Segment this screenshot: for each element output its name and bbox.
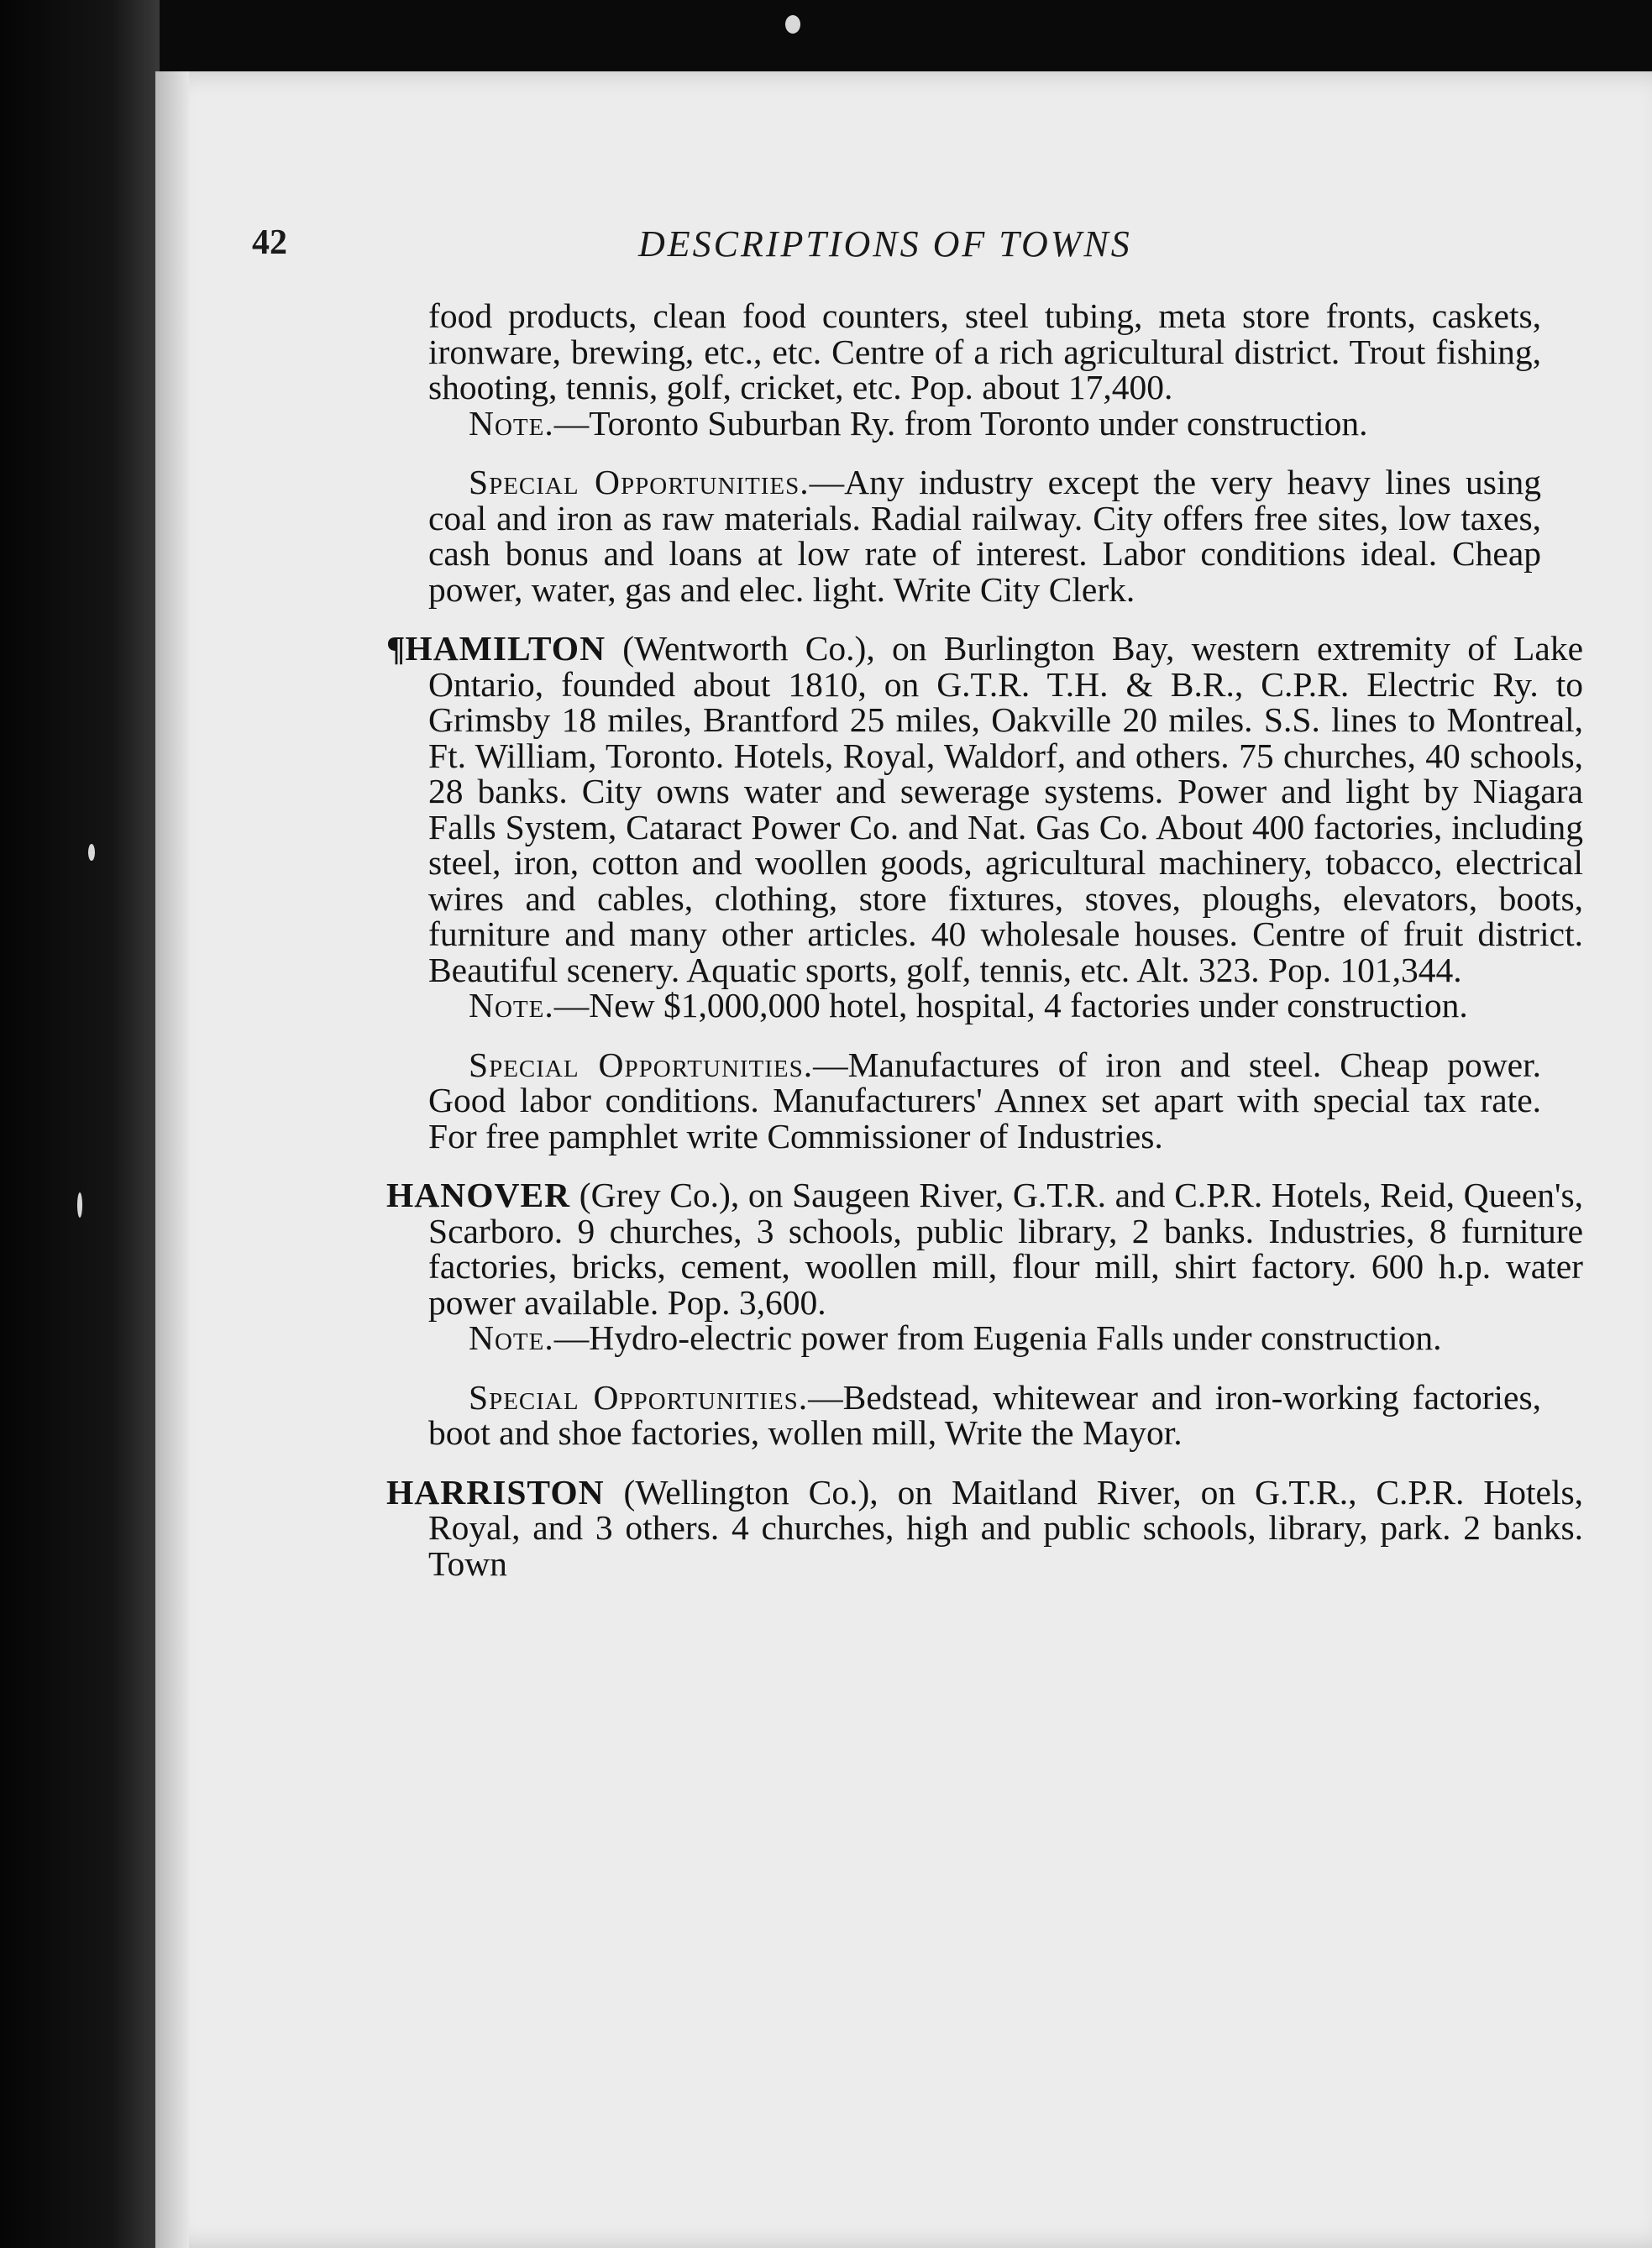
note-text: —Toronto Suburban Ry. from Toronto under construction. bbox=[553, 403, 1368, 443]
paragraph-mark-icon: ¶ bbox=[386, 629, 406, 668]
scan-speck bbox=[785, 15, 800, 34]
special-label: Special Opportunities. bbox=[469, 1377, 809, 1417]
scan-speck bbox=[77, 1192, 82, 1218]
hanover-entry bbox=[386, 1177, 1583, 1320]
body-text bbox=[386, 296, 1583, 1583]
scan-speck bbox=[88, 844, 95, 861]
special-text: —Any industry except the very heavy lines using coal and iron as raw materials. Radial railway. City offers free sites, low taxes, cash bonus and loans at low rate of interest. Labor conditions ideal. Cheap power, water, gas and elec. light. Write City Clerk. bbox=[428, 463, 1541, 609]
page-header bbox=[252, 223, 1537, 281]
note-label: Note. bbox=[469, 403, 554, 443]
entry-text: (Wellington Co.), on Maitland River, on G.T.R., C.P.R. Hotels, Royal, and 3 others. 4 churches, high and public schools, library, park. 2 banks. Town bbox=[428, 1472, 1583, 1583]
hamilton-special-opportunities bbox=[428, 1047, 1541, 1155]
hamilton-note bbox=[428, 988, 1541, 1024]
hanover-note bbox=[428, 1320, 1541, 1356]
note-text: —New $1,000,000 hotel, hospital, 4 factories under construction. bbox=[553, 986, 1468, 1024]
note-label: Note. bbox=[469, 1318, 554, 1357]
scan-border bbox=[0, 0, 160, 2248]
guelph-special-opportunities bbox=[428, 464, 1541, 607]
harriston-entry bbox=[386, 1472, 1583, 1583]
town-name: HARRISTON bbox=[386, 1472, 605, 1512]
guelph-note bbox=[428, 403, 1541, 443]
special-text: —Bedstead, whitewear and iron-working factories, boot and shoe factories, wollen mill, Write the Mayor. bbox=[428, 1377, 1542, 1452]
town-name: HANOVER bbox=[386, 1176, 571, 1214]
special-label: Special Opportunities. bbox=[469, 463, 810, 501]
guelph-continuation bbox=[428, 298, 1541, 406]
hanover-special-opportunities bbox=[428, 1377, 1542, 1452]
page-number: 42 bbox=[252, 223, 287, 262]
paragraph-text: food products, clean food counters, steel tubing, meta store fronts, caskets, ironware, brewing, etc., etc. Centre of a rich agricultural district. Trout fishing, shooting, tennis, golf, cricket, etc. Pop. about 17,400. bbox=[428, 296, 1541, 406]
running-title: DESCRIPTIONS OF TOWNS bbox=[638, 223, 1132, 265]
town-name: HAMILTON bbox=[405, 629, 606, 668]
note-label: Note. bbox=[469, 986, 554, 1024]
special-text: —Manufactures of iron and steel. Cheap power. Good labor conditions. Manufacturers' Annex set apart with special tax rate. For free pamphlet write Commissioner of Industries. bbox=[428, 1045, 1541, 1155]
special-label: Special Opportunities. bbox=[469, 1045, 814, 1084]
page-edge bbox=[155, 71, 189, 2248]
entry-text: (Grey Co.), on Saugeen River, G.T.R. and C.P.R. Hotels, Reid, Queen's, Scarboro. 9 churches, 3 schools, public library, 2 banks. Industries, 8 furniture factories, bricks, cement, woollen mill, flour mill, shirt factory. 600 h.p. water power available. Pop. 3,600. bbox=[428, 1176, 1583, 1322]
hamilton-entry bbox=[386, 631, 1583, 988]
entry-text: (Wentworth Co.), on Burlington Bay, western extremity of Lake Ontario, founded about 1810, on G.T.R. T.H. & B.R., C.P.R. Electric Ry. to Grimsby 18 miles, Brantford 25 miles, Oakville 20 miles. S.S. lines to Montreal, Ft. William, Toronto. Hotels, Royal, Waldorf, and others. 75 churches, 40 schools, 28 banks. City owns water and sewerage systems. Power and light by Niagara Falls System, Cataract Power Co. and Nat. Gas Co. About 400 factories, including steel, iron, cotton and woollen goods, agricultural machinery, tobacco, electrical wires and cables, clothing, store fixtures, stoves, ploughs, elevators, boots, furniture and many other articles. 40 wholesale houses. Centre of fruit district. Beautiful scenery. Aquatic sports, golf, tennis, etc. Alt. 323. Pop. 101,344. bbox=[428, 629, 1583, 989]
note-text: —Hydro-electric power from Eugenia Falls under construction. bbox=[553, 1318, 1442, 1357]
